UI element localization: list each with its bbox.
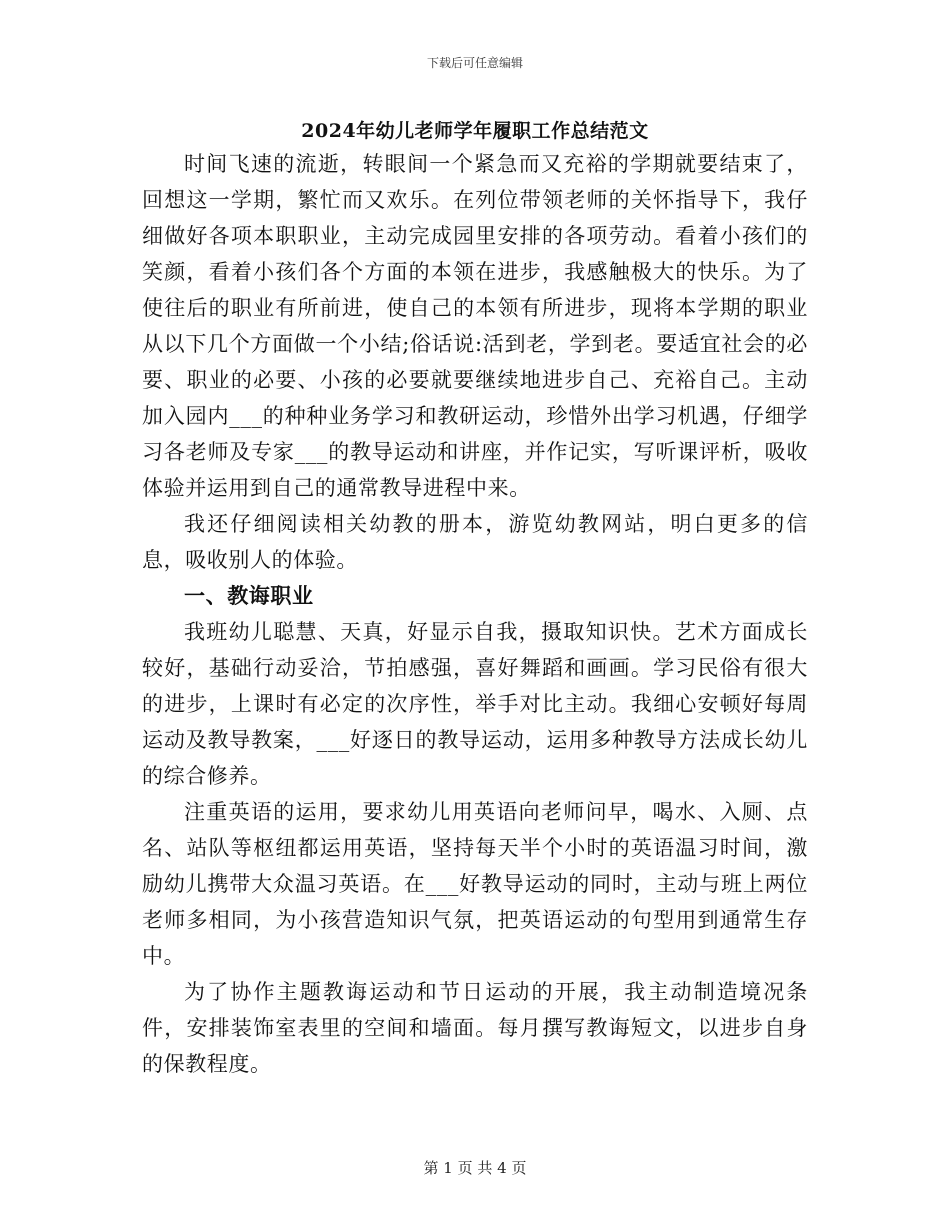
section-heading-teaching: 一、教诲职业 (184, 583, 314, 608)
paragraph-intro: 时间飞速的流逝，转眼间一个紧急而又充裕的学期就要结束了，回想这一学期，繁忙而又欢乐。在列位带领老师的关怀指导下，我仔细做好各项本职职业，主动完成园里安排的各项劳动。看着小孩们的笑颜，看着小孩们各个方面的本领在进步，我感触极大的快乐。为了使往后的职业有所前进，使自己的本领有所进步，现将本学期的职业从以下几个方面做一个小结;俗话说:活到老，学到老。要适宜社会的必要、职业的必要、小孩的必要就要继续地进步自己、充裕自己。主动加入园内___的种种业务学习和教研运动，珍惜外出学习机遇，仔细学习各老师及专家___的教导运动和讲座，并作记实，写听课评析，吸收体验并运用到自己的通常教导进程中来。 (142, 152, 808, 500)
document-title: 2024年幼儿老师学年履职工作总结范文 (301, 120, 649, 142)
page-number-footer: 第 1 页 共 4 页 (423, 1159, 527, 1177)
paragraph-reading: 我还仔细阅读相关幼教的册本，游览幼教网站，明白更多的信息，吸收别人的体验。 (142, 512, 808, 572)
header-note: 下载后可任意编辑 (426, 56, 523, 70)
paragraph-environment: 为了协作主题教诲运动和节日运动的开展，我主动制造境况条件，安排装饰室表里的空间和墙面。每月撰写教诲短文，以进步自身的保教程度。 (142, 980, 808, 1076)
document-body (142, 146, 808, 1082)
paragraph-english: 注重英语的运用，要求幼儿用英语向老师问早，喝水、入厕、点名、站队等枢纽都运用英语，坚持每天半个小时的英语温习时间，激励幼儿携带大众温习英语。在___好教导运动的同时，主动与班上两位老师多相同，为小孩营造知识气氛，把英语运动的句型用到通常生存中。 (142, 800, 808, 968)
paragraph-class-overview: 我班幼儿聪慧、天真，好显示自我，摄取知识快。艺术方面成长较好，基础行动妥洽，节拍感强，喜好舞蹈和画画。学习民俗有很大的进步，上课时有必定的次序性，举手对比主动。我细心安顿好每周运动及教导教案，___好逐日的教导运动，运用多种教导方法成长幼儿的综合修养。 (142, 620, 808, 788)
